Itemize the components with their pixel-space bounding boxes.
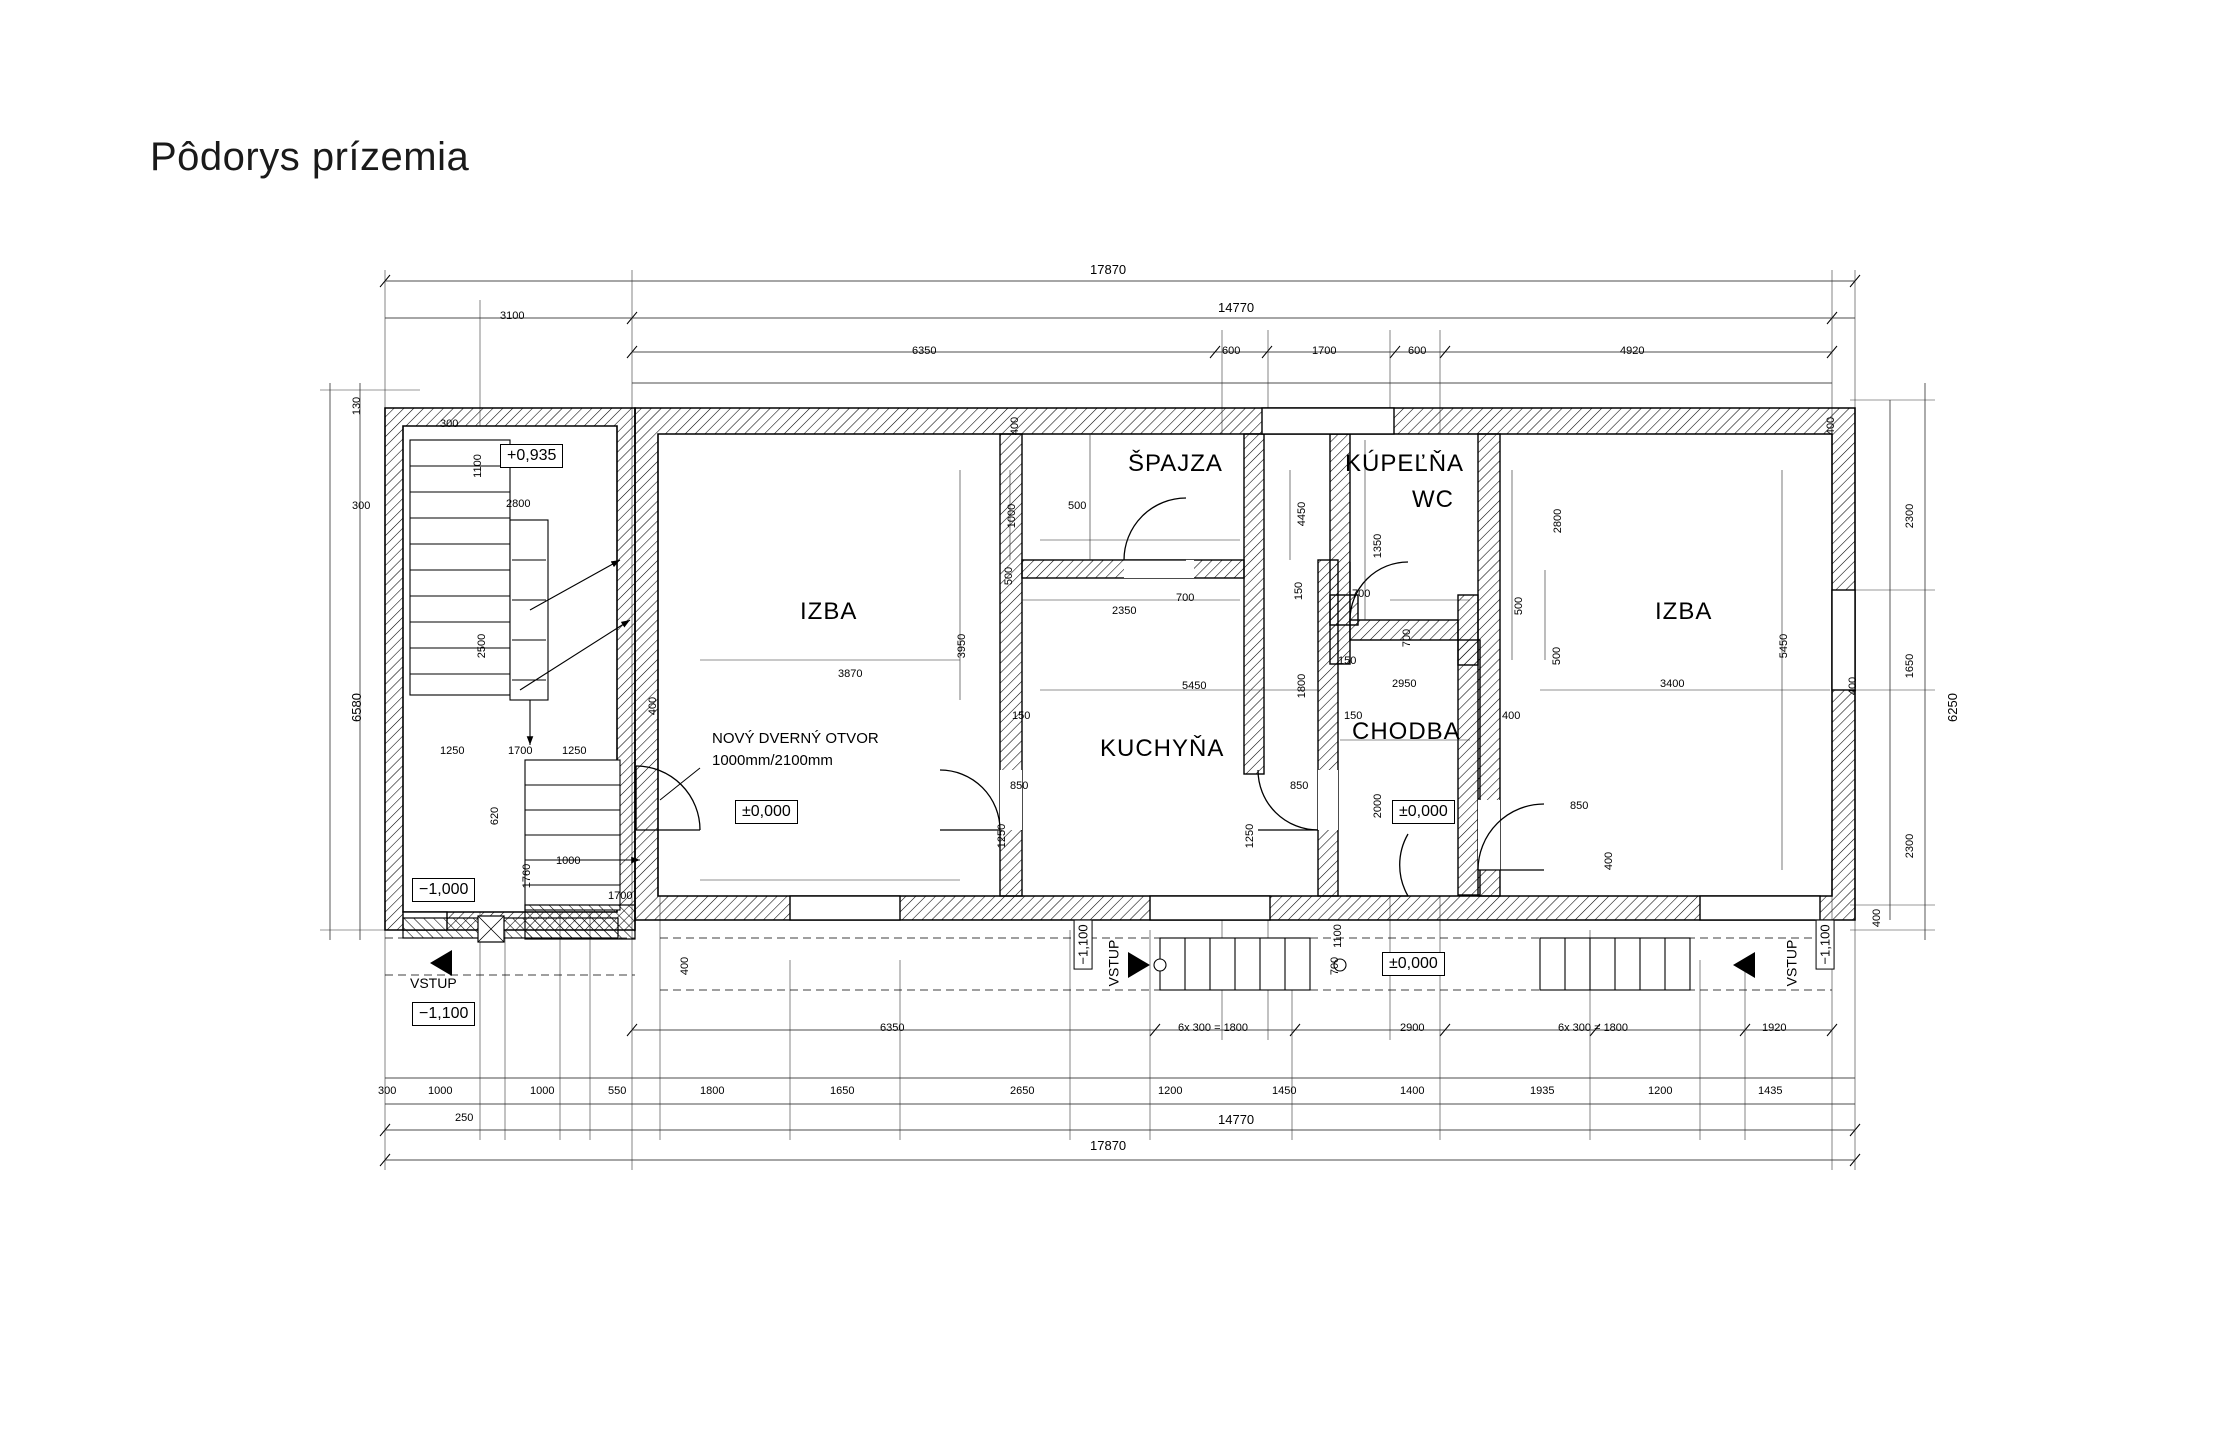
dim-top-outer-17870: 17870 <box>1090 262 1127 277</box>
dim-500-right-c: 400 <box>1603 851 1616 871</box>
dim-left-300: 300 <box>352 500 371 512</box>
dim-stair-2500: 2500 <box>476 633 489 659</box>
dim-wall-150-a: 150 <box>1293 581 1306 601</box>
dim-bottom-2900: 2900 <box>1400 1022 1425 1034</box>
level-marker-zero-entry: ±0,000 <box>1382 952 1445 976</box>
note-new-door-line1: NOVÝ DVERNÝ OTVOR <box>712 730 879 747</box>
dim-top-6350: 6350 <box>912 345 937 357</box>
dim-kupelna-1800: 2950 <box>1392 678 1417 690</box>
dim-spajza-1350: 4450 <box>1296 501 1309 527</box>
dim-left-130: 130 <box>351 396 364 416</box>
dim-wall-150-d: 150 <box>1344 710 1363 722</box>
dim-izba-left-4450: 3870 <box>838 668 863 680</box>
dim-bottom-inner-14770: 14770 <box>1218 1112 1255 1127</box>
dim-stair-2800: 2800 <box>506 498 531 510</box>
level-marker-minus1100-mid: −1,100 <box>1074 919 1093 969</box>
dim-stair-620: 620 <box>489 806 502 826</box>
room-label-kupelna: KÚPEĽŇA <box>1345 450 1465 477</box>
dim-500-spajza: 500 <box>1003 566 1016 586</box>
dim-bottom-outer-17870: 17870 <box>1090 1138 1127 1153</box>
dim-bottom-steps-left: 6x 300 = 1800 <box>1178 1022 1249 1034</box>
dim-wall-400-right: 400 <box>1847 676 1860 696</box>
dim-chodba-2950: 2000 <box>1372 793 1385 819</box>
dim-top-600-a: 600 <box>1222 345 1241 357</box>
dim-wall-150-e: 400 <box>1502 710 1521 722</box>
dim-bc3-250: 250 <box>455 1112 474 1124</box>
entry-label-right: VSTUP <box>1783 939 1800 987</box>
dim-wall-150-c: 150 <box>1338 655 1357 667</box>
dim-izba-right-3870: 3400 <box>1660 678 1685 690</box>
dim-left-total-6580: 6580 <box>348 693 364 722</box>
level-marker-zero-izba: ±0,000 <box>735 800 798 824</box>
dim-kuchyna-3950: 1800 <box>1296 673 1309 699</box>
dim-kupelna-700-v: 700 <box>1401 628 1414 648</box>
dim-top-4920: 4920 <box>1620 345 1645 357</box>
dim-right-total-6250: 6250 <box>1944 693 1960 722</box>
dim-kuchyna-1250-b: 1250 <box>1244 823 1257 849</box>
entry-label-left: VSTUP <box>410 975 457 991</box>
dim-kuchyna-3400: 5450 <box>1182 680 1207 692</box>
dim-wall-400-bl: 400 <box>679 956 692 976</box>
dim-stair-300-b: 1700 <box>608 890 633 902</box>
dim-500-right-a: 500 <box>1513 596 1526 616</box>
page-title: Pôdorys prízemia <box>150 135 470 179</box>
dim-right-1650: 1650 <box>1904 653 1917 679</box>
room-label-spajza: ŠPAJZA <box>1128 450 1223 477</box>
dim-top-3100: 3100 <box>500 310 525 322</box>
dim-bc2-1200a: 1200 <box>1158 1085 1183 1097</box>
dim-right-2300-bottom: 2300 <box>1904 833 1917 859</box>
dim-stair-1760: 1760 <box>521 863 534 889</box>
dim-wall-400-tr: 400 <box>1825 416 1838 436</box>
dim-entry-700: 700 <box>1329 956 1342 976</box>
dim-wall-150-b: 150 <box>1012 710 1031 722</box>
dim-bc2-1435: 1435 <box>1758 1085 1783 1097</box>
level-marker-0935: +0,935 <box>500 444 563 468</box>
dim-bottom-1920: 1920 <box>1762 1022 1787 1034</box>
dim-door-850-c: 850 <box>1570 800 1589 812</box>
dim-top-1700: 1700 <box>1312 345 1337 357</box>
level-marker-minus1100-right: −1,100 <box>1816 919 1835 969</box>
dim-bc2-1000a: 1000 <box>428 1085 453 1097</box>
dim-bc2-1200b: 1200 <box>1648 1085 1673 1097</box>
level-marker-minus1100-left: −1,100 <box>412 1002 475 1026</box>
dim-bc2-1650: 1650 <box>830 1085 855 1097</box>
dim-wall-400-left: 400 <box>647 696 660 716</box>
room-label-chodba: CHODBA <box>1352 718 1461 745</box>
dim-door-850-a: 850 <box>1010 780 1029 792</box>
room-label-izba-right: IZBA <box>1655 598 1713 625</box>
dim-stair-1250-a: 1250 <box>440 745 465 757</box>
entry-label-mid: VSTUP <box>1105 939 1122 987</box>
dim-bc2-1400: 1400 <box>1400 1085 1425 1097</box>
dim-stair-300: 1700 <box>508 745 533 757</box>
dim-stair-1250-b: 1250 <box>562 745 587 757</box>
dim-door-850-b: 850 <box>1290 780 1309 792</box>
dim-wall-400-tm: 400 <box>1009 416 1022 436</box>
dim-bc2-550: 550 <box>608 1085 627 1097</box>
level-marker-minus1000: −1,000 <box>412 878 475 902</box>
note-new-door-line2: 1000mm/2100mm <box>712 752 833 769</box>
dim-bc2-1000b: 1000 <box>530 1085 555 1097</box>
dim-wall-300-topleft: 300 <box>440 418 459 430</box>
dim-izba-right-5450: 5450 <box>1778 633 1791 659</box>
dim-bc2-1935: 1935 <box>1530 1085 1555 1097</box>
dim-top-600-b: 600 <box>1408 345 1427 357</box>
level-marker-zero-chodba: ±0,000 <box>1392 800 1455 824</box>
dim-right-2300-top: 2300 <box>1904 503 1917 529</box>
dim-wall-1100: 1100 <box>471 454 484 478</box>
dim-stair-1000: 1000 <box>556 855 581 867</box>
dim-500-spajza-b: 500 <box>1068 500 1087 512</box>
dim-izba-right-2000: 2800 <box>1552 508 1565 534</box>
dim-1000-spajza: 1000 <box>1006 503 1019 529</box>
dim-bc2-300: 300 <box>378 1085 397 1097</box>
dim-top-inner-14770: 14770 <box>1218 300 1255 315</box>
dim-500-right-b: 500 <box>1551 646 1564 666</box>
room-label-kuchyna: KUCHYŇA <box>1100 735 1225 762</box>
dim-kupelna-700: 700 <box>1352 588 1371 600</box>
dim-izba-left-5450: 3950 <box>956 633 969 659</box>
dim-kuchyna-1250-a: 1250 <box>996 823 1009 849</box>
dim-spajza-700: 700 <box>1176 592 1195 604</box>
dim-bc2-2650: 2650 <box>1010 1085 1035 1097</box>
dim-bottom-steps-right: 6x 300 = 1800 <box>1558 1022 1629 1034</box>
dim-bottom-6350: 6350 <box>880 1022 905 1034</box>
dim-right-400: 400 <box>1871 908 1884 928</box>
dim-bc2-1450: 1450 <box>1272 1085 1297 1097</box>
dim-bc2-1800: 1800 <box>700 1085 725 1097</box>
dim-spajza-1700: 2350 <box>1112 605 1137 617</box>
room-label-wc: WC <box>1412 486 1454 513</box>
room-label-izba-left: IZBA <box>800 598 858 625</box>
dim-entry-1100: 1100 <box>1331 924 1344 948</box>
dim-kupelna-2350: 1350 <box>1372 533 1385 559</box>
